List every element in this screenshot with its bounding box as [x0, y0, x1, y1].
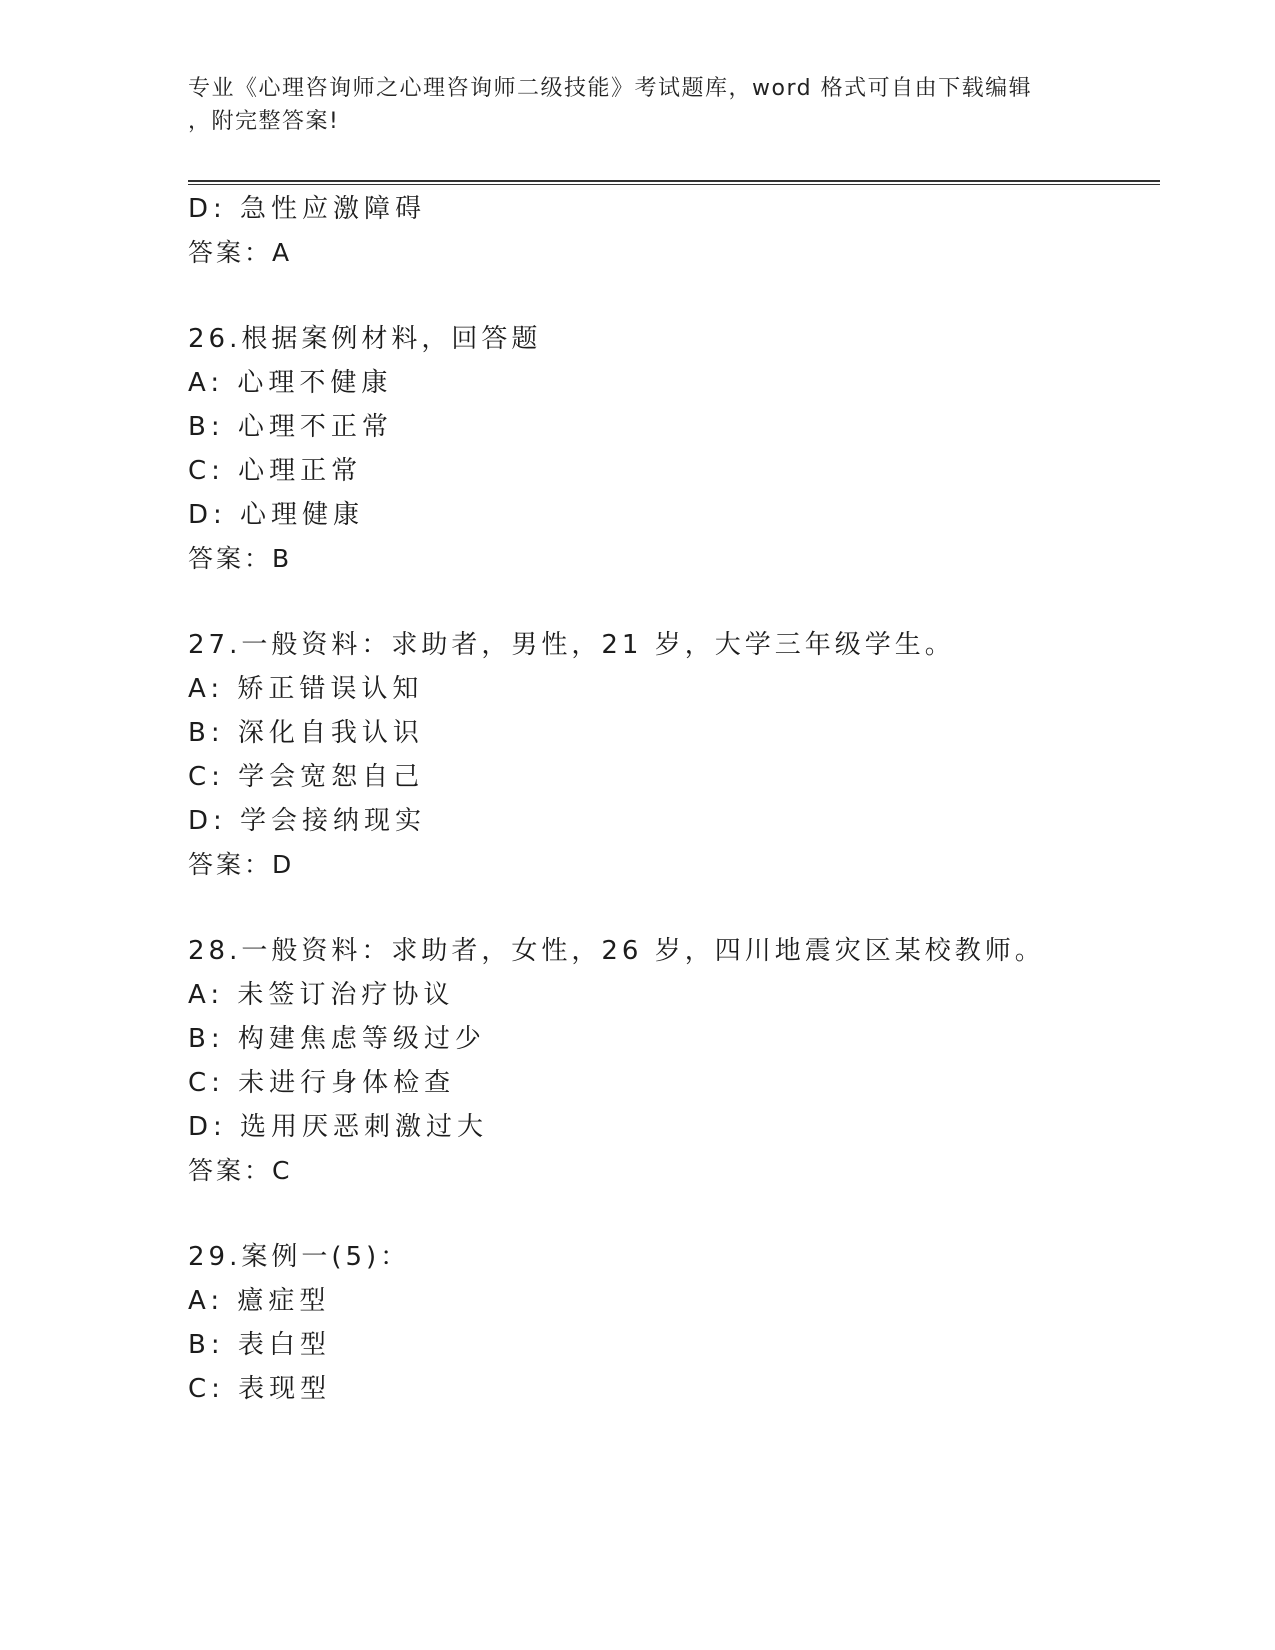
- option-a: A: 矫正错误认知: [188, 674, 424, 704]
- option-c: C: 表现型: [188, 1374, 332, 1404]
- question-title: 28.一般资料：求助者，女性，26 岁，四川地震灾区某校教师。: [188, 936, 1045, 966]
- header-title-line-2: ，附完整答案!: [188, 109, 340, 134]
- document-header: [188, 72, 1078, 138]
- option-c: C: 未进行身体检查: [188, 1068, 456, 1098]
- option-a: A: 未签订治疗协议: [188, 980, 455, 1010]
- option-b: B: 心理不正常: [188, 412, 393, 442]
- answer-line: 答案：A: [188, 238, 293, 267]
- answer-line: 答案：B: [188, 544, 293, 573]
- option-d: D: 选用厌恶刺激过大: [188, 1112, 489, 1142]
- option-a: A: 癔症型: [188, 1286, 331, 1316]
- question-title: 29.案例一(5)：: [188, 1242, 411, 1272]
- question-title: 26.根据案例材料，回答题: [188, 324, 542, 354]
- option-d: D: 心理健康: [188, 500, 365, 530]
- option-c: C: 心理正常: [188, 456, 363, 486]
- answer-line: 答案：C: [188, 1156, 293, 1185]
- question-title: 27.一般资料：求助者，男性，21 岁，大学三年级学生。: [188, 630, 955, 660]
- option-d: D: 急性应激障碍: [188, 194, 427, 224]
- answer-line: 答案：D: [188, 850, 295, 879]
- option-b: B: 构建焦虑等级过少: [188, 1024, 486, 1054]
- header-divider: [188, 180, 1160, 185]
- header-title-line-1: 专业《心理咨询师之心理咨询师二级技能》考试题库，word 格式可自由下载编辑: [188, 76, 1033, 101]
- option-c: C: 学会宽恕自己: [188, 762, 425, 792]
- option-d: D: 学会接纳现实: [188, 806, 427, 836]
- option-b: B: 深化自我认识: [188, 718, 424, 748]
- option-b: B: 表白型: [188, 1330, 331, 1360]
- option-a: A: 心理不健康: [188, 368, 393, 398]
